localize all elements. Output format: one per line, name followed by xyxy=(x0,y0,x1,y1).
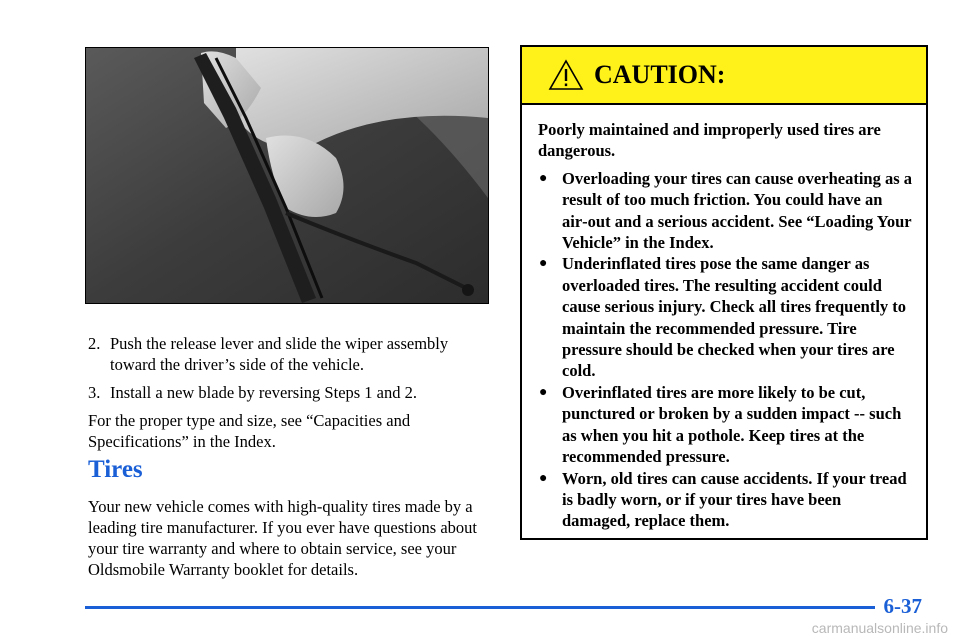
bullet-text: Worn, old tires can cause accidents. If your tread is badly worn, or if your tires have been damaged, replace them. xyxy=(562,468,907,531)
step-text: Push the release lever and slide the wiper assembly toward the driver’s side of the vehicle. xyxy=(110,334,449,374)
step-number: 3. xyxy=(88,383,101,402)
bullet-text: Overloading your tires can cause overheating as a result of too much friction. You could have an air‐out and a serious accident. See “Loading Your Vehicle” in the Index. xyxy=(562,168,912,253)
bullet-icon: ● xyxy=(539,256,548,272)
bullet-text: Overinflated tires are more likely to be cut, punctured or broken by a sudden impact -- such as when you hit a pothole. Keep tires at the recommended pressure. xyxy=(562,382,902,467)
bullet-text: Underinflated tires pose the same danger as overloaded tires. The resulting accident could cause serious injury. Check all tires frequently to maintain the recommended pressure. Tire pressure should be checked when your tires are cold. xyxy=(562,254,907,381)
bullet-icon: ● xyxy=(539,384,548,400)
step-item xyxy=(88,382,493,403)
step-list xyxy=(88,333,493,410)
caution-box xyxy=(520,45,928,540)
section-heading: Tires xyxy=(88,456,143,483)
caution-intro: Poorly maintained and improperly used tires are dangerous. xyxy=(538,120,881,161)
caution-header xyxy=(522,47,926,105)
step-number: 2. xyxy=(88,334,101,353)
caution-bullet xyxy=(538,253,912,381)
caution-bullet xyxy=(538,468,912,532)
step-text: Install a new blade by reversing Steps 1 and 2. xyxy=(110,383,418,402)
spec-paragraph: For the proper type and size, see “Capacities and Specifications” in the Index. xyxy=(88,411,411,451)
page-number: 6-37 xyxy=(883,594,922,618)
caution-body xyxy=(522,105,926,532)
wiper-illustration xyxy=(86,48,488,303)
step-item xyxy=(88,333,493,375)
caution-bullet xyxy=(538,382,912,468)
caution-bullet xyxy=(538,168,912,254)
footer-rule xyxy=(85,606,875,609)
tires-paragraph: Your new vehicle comes with high‐quality tires made by a leading tire manufacturer. If you ever have questions about your tire warranty and where to obtain service, see your Oldsmobile Warranty booklet for details. xyxy=(88,497,477,579)
wiper-photo xyxy=(85,47,489,304)
warning-triangle-icon xyxy=(548,59,584,91)
caution-title: CAUTION: xyxy=(594,60,726,89)
watermark: carmanualsonline.info xyxy=(811,620,948,636)
bullet-icon: ● xyxy=(539,170,548,186)
bullet-icon: ● xyxy=(539,470,548,486)
